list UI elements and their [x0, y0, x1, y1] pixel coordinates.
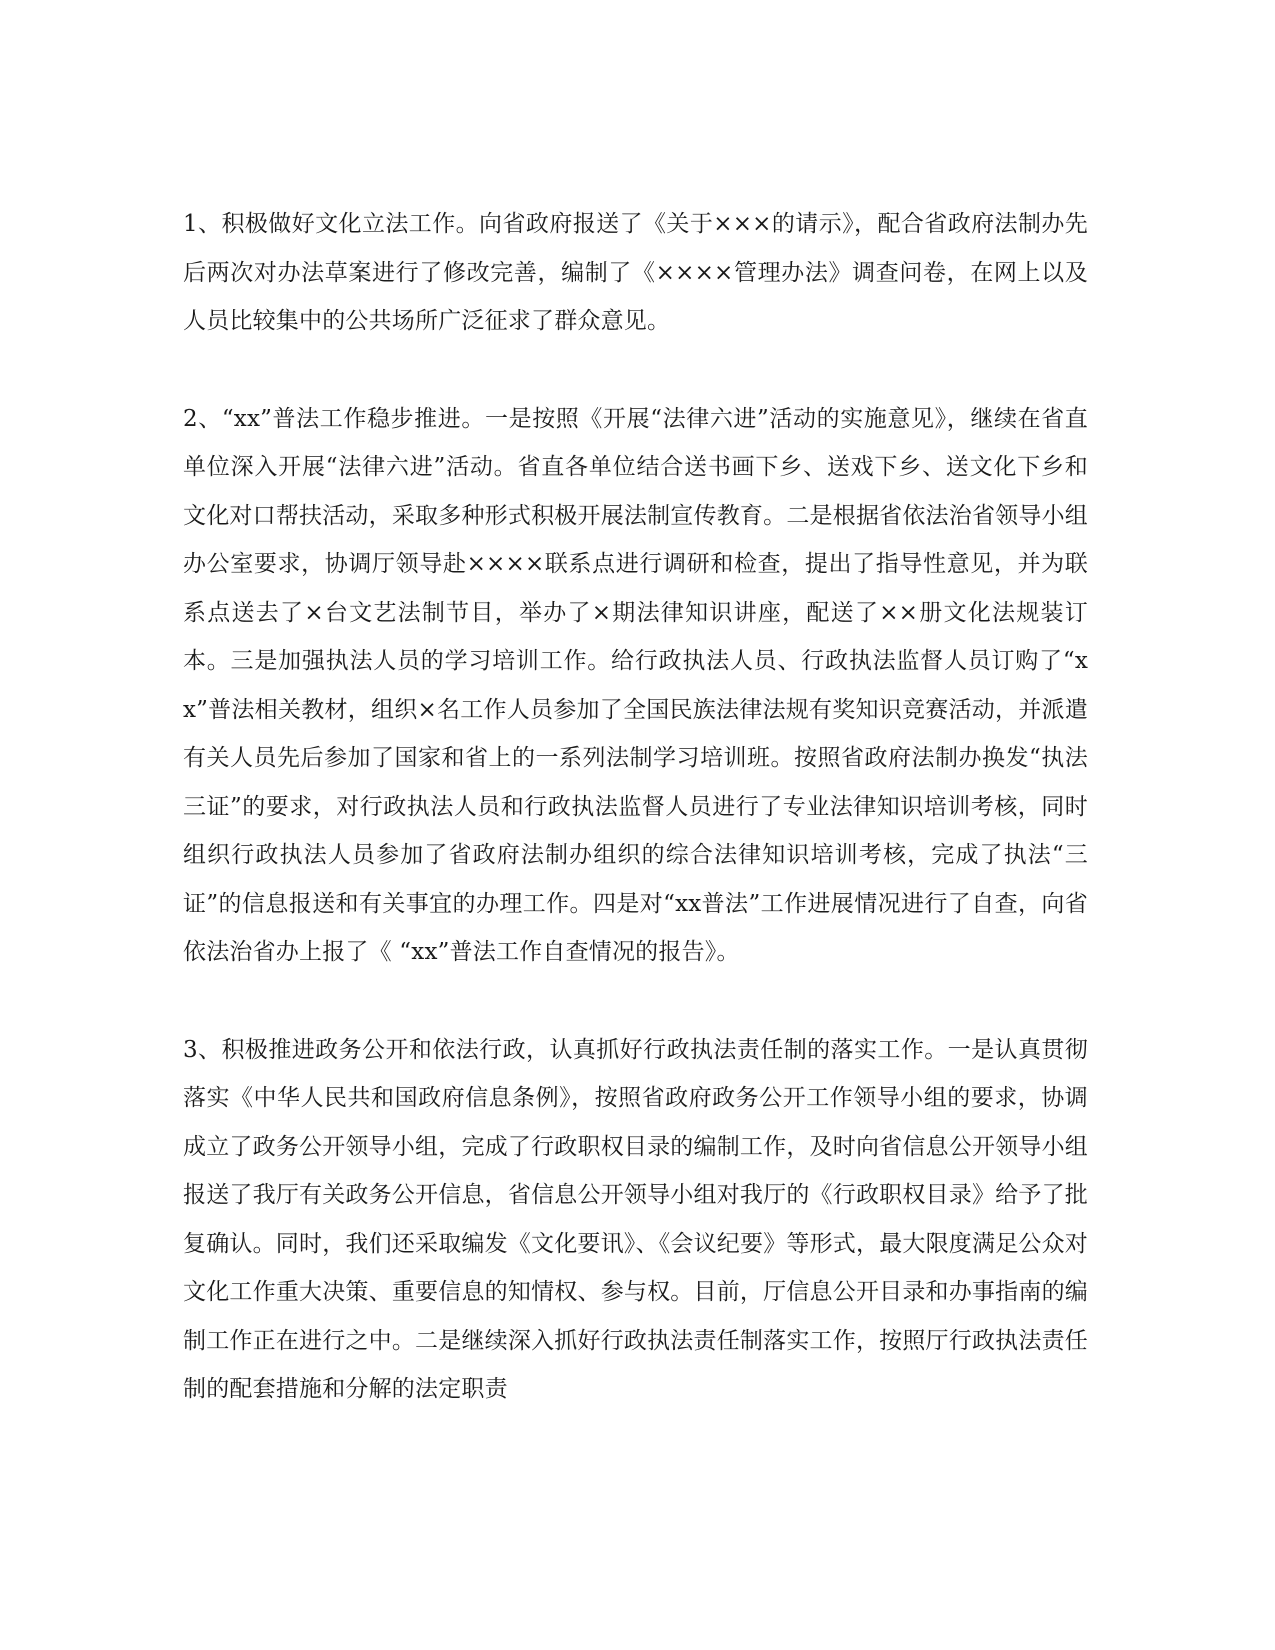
- paragraph-1-legislation: 1、积极做好文化立法工作。向省政府报送了《关于×××的请示》，配合省政府法制办先后两次对办法草案进行了修改完善，编制了《××××管理办法》调查问卷，在网上以及人员比较集中的公共场所广泛征求了群众意见。: [183, 211, 1088, 334]
- paragraph-2-legal-education: 2、“xx”普法工作稳步推进。一是按照《开展“法律六进”活动的实施意见》，继续在省直单位深入开展“法律六进”活动。省直各单位结合送书画下乡、送戏下乡、送文化下乡和文化对口帮扶活动，采取多种形式积极开展法制宣传教育。二是根据省依法治省领导小组办公室要求，协调厅领导赴××××联系点进行调研和检查，提出了指导性意见，并为联系点送去了×台文艺法制节目，举办了×期法律知识讲座，配送了××册文化法规装订本。三是加强执法人员的学习培训工作。给行政执法人员、行政执法监督人员订购了“xx”普法相关教材，组织×名工作人员参加了全国民族法律法规有奖知识竞赛活动，并派遣有关人员先后参加了国家和省上的一系列法制学习培训班。按照省政府法制办换发“执法三证”的要求，对行政执法人员和行政执法监督人员进行了专业法律知识培训考核，同时组织行政执法人员参加了省政府法制办组织的综合法律知识培训考核，完成了执法“三证”的信息报送和有关事宜的办理工作。四是对“xx普法”工作进展情况进行了自查，向省依法治省办上报了《 “xx”普法工作自查情况的报告》。: [183, 405, 1088, 965]
- paragraph-3-government-affairs: 3、积极推进政务公开和依法行政，认真抓好行政执法责任制的落实工作。一是认真贯彻落实《中华人民共和国政府信息条例》，按照省政府政务公开工作领导小组的要求，协调成立了政务公开领导小组，完成了行政职权目录的编制工作，及时向省信息公开领导小组报送了我厅有关政务公开信息，省信息公开领导小组对我厅的《行政职权目录》给予了批复确认。同时，我们还采取编发《文化要讯》、《会议纪要》等形式，最大限度满足公众对文化工作重大决策、重要信息的知情权、参与权。目前，厅信息公开目录和办事指南的编制工作正在进行之中。二是继续深入抓好行政执法责任制落实工作，按照厅行政执法责任制的配套措施和分解的法定职责: [183, 1036, 1088, 1402]
- document-body: [183, 200, 1088, 1414]
